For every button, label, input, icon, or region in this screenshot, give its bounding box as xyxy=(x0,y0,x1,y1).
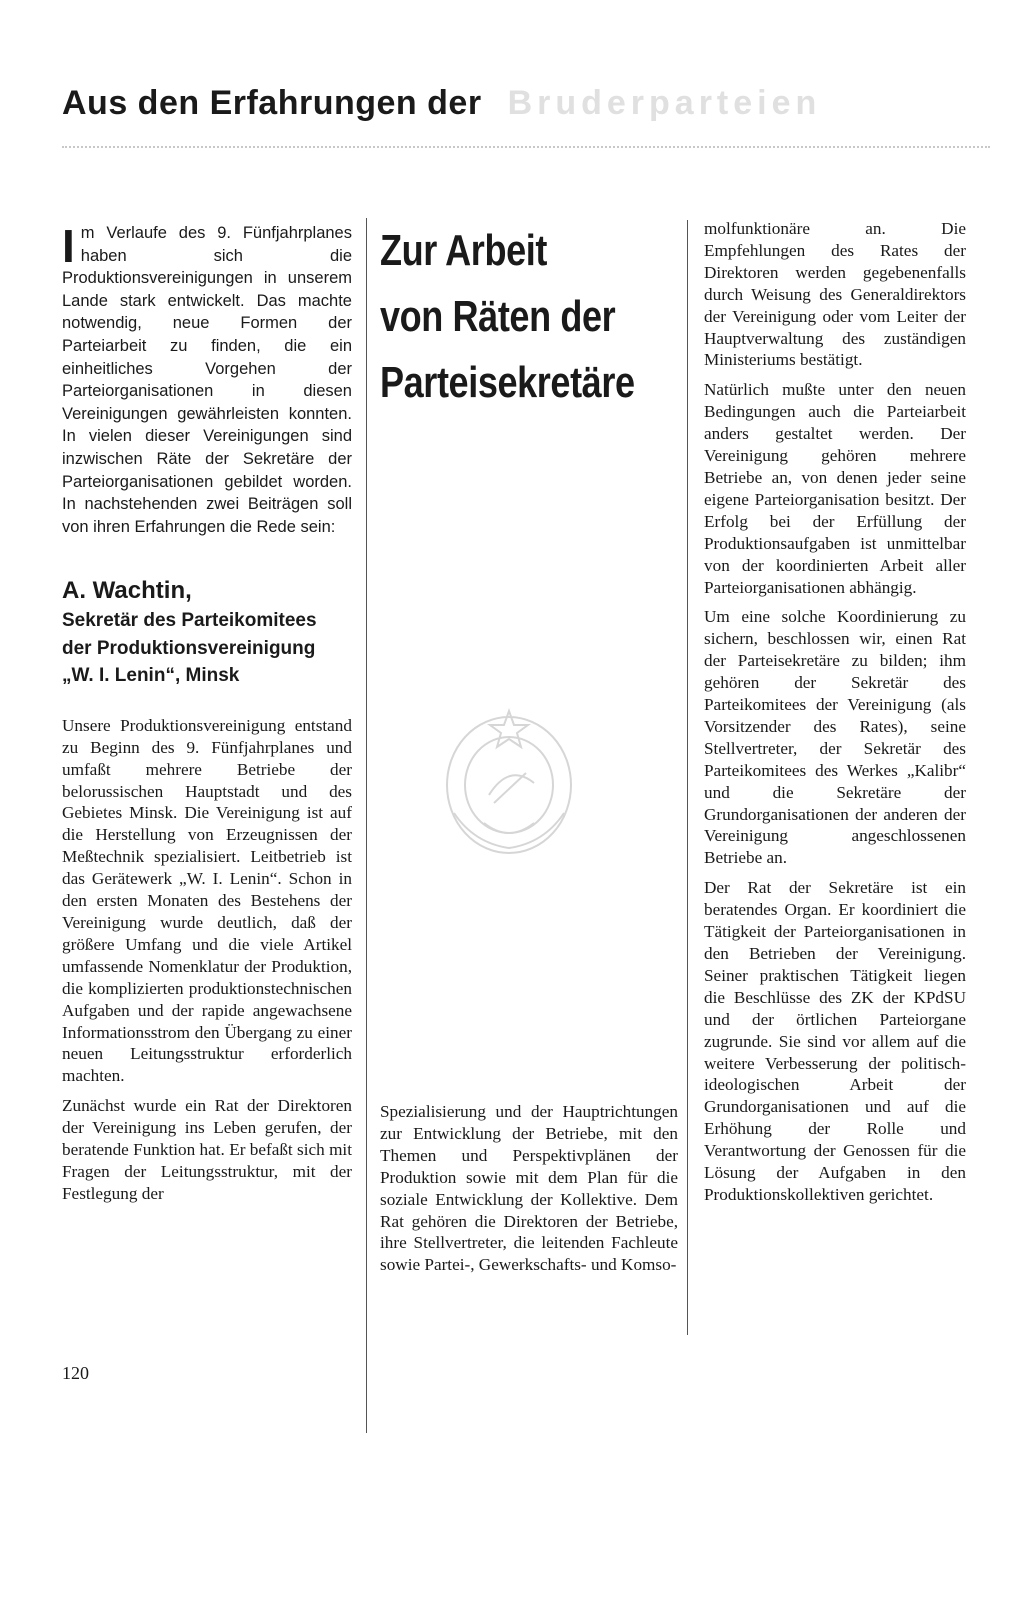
article-paragraph: Um eine solche Koordinierung zu sichern, beschlossen wir, einen Rat der Parteisekretäre zu bilden; ihm gehören der Sekretär des Parteikomitees der Vereinigung (als Vorsitzender des Rates), seine Stellvertreter, der Sekretär des Parteikomitees des Werkes „Kalibr“ und die Sekretäre der Grundorganisationen der anderen der Vereinigung angeschlossenen Betriebe an. xyxy=(704,607,966,868)
article-title-line: von Räten der xyxy=(380,292,616,341)
intro-text: m Verlaufe des 9. Fünfjahrplanes haben sich die Produktionsvereinigungen in unserem Lande stark entwickelt. Das machte notwendig, neue Formen der Parteiarbeit zu finden, die ein einheitliches Vorgehen der Parteiorganisationen in diesen Vereinigungen gewährleisten konnten. In vielen dieser Vereinigungen sind inzwischen Räte der Sekretäre der Parteiorganisationen gebildet worden. In nachstehenden zwei Beiträgen soll von ihren Erfahrungen die Rede sein: xyxy=(62,224,352,536)
author-role: der Produktionsvereinigung xyxy=(62,637,316,659)
section-header xyxy=(62,84,992,134)
article-paragraph: Natürlich mußte unter den neuen Bedingungen auch die Parteiarbeit anders gestaltet werden. Der Vereinigung gehören mehrere Betriebe an, von denen jeder seine eigene Parteiorganisation besitzt. Der Erfolg bei der Erfüllung der Produktionsaufgaben ist unmittelbar von der koordinierten Arbeit aller Parteiorganisationen abhängig. xyxy=(704,380,966,597)
right-column xyxy=(704,218,966,1214)
emblem-ribbon-shape xyxy=(454,813,564,848)
article-title xyxy=(380,218,675,416)
header-divider xyxy=(62,146,990,148)
article-title-line: Zur Arbeit xyxy=(380,226,547,275)
author-name: A. Wachtin, xyxy=(62,577,192,605)
article-paragraph: Unsere Produktionsvereinigung entstand zu Beginn des 9. Fünfjahrplanes und umfaßt mehrere Betriebe der belorussischen Hauptstadt und des Gebietes Minsk. Die Vereinigung ist auf die Herstellung von Erzeugnissen der Meßtechnik spezialisiert. Leitbetrieb ist das Gerätewerk „W. I. Lenin“. Schon in den ersten Monaten des Bestehens der Vereinigung wurde deutlich, daß der größere Umfang und die viele Artikel umfassende Nomenklatur der Produktion, die komplizierten produktionstechnischen Aufgaben und der rapide angewachsene Informationsstrom den Übergang zu einer neuen Leitungsstruktur erforderlich machten. xyxy=(62,715,352,1086)
article-title-line: Parteisekretäre xyxy=(380,358,635,407)
article-paragraph: Spezialisierung und der Hauptrichtungen zur Entwicklung der Betriebe, mit den Themen und Perspektivplänen der Produktion sowie mit dem Plan für die soziale Entwicklung der Kollektive. Dem Rat gehören die Direktoren der Betriebe, ihre Stellvertreter, die leitenden Fachleute sowie Partei-, Gewerkschafts- und Komso- xyxy=(380,1102,678,1275)
emblem-hammer-sickle-shape xyxy=(484,773,534,833)
author-role: Sekretär des Parteikomitees xyxy=(62,610,317,632)
column-divider xyxy=(687,220,688,1335)
section-title-faded: Bruderparteien xyxy=(507,84,822,122)
article-body-middle xyxy=(380,1101,678,1284)
state-emblem-watermark xyxy=(434,703,584,863)
section-title: Aus den Erfahrungen der xyxy=(62,84,482,122)
intro-paragraph xyxy=(62,222,352,538)
middle-column xyxy=(380,218,678,1618)
page-number: 120 xyxy=(62,1363,89,1383)
author-role: „W. I. Lenin“, Minsk xyxy=(62,665,240,687)
article-paragraph: Zunächst wurde ein Rat der Direktoren der Vereinigung ins Leben gerufen, der beratende Funktion hat. Er befaßt sich mit Fragen der Leitungsstruktur, mit der Festlegung der xyxy=(62,1096,352,1203)
column-divider xyxy=(366,218,367,1433)
article-body-left xyxy=(62,715,352,1205)
drop-cap: I xyxy=(62,220,75,272)
emblem-inner-ring xyxy=(465,737,553,833)
article-paragraph: Der Rat der Sekretäre ist ein beratendes Organ. Er koordiniert die Tätigkeit der Parteiorganisationen in den Betrieben der Vereinigung. Seiner praktischen Tätigkeit liegen die Beschlüsse des ZK der KPdSU und der örtlichen Parteiorgane zugrunde. Sie sind vor allem auf die weitere Verbesserung der politisch-ideologischen Arbeit der Grundorganisationen und auf die Erhöhung der Rolle und Verantwortung der Genossen für die Lösung der Aufgaben in den Produktionskollektiven gerichtet. xyxy=(704,878,966,1204)
article-paragraph: molfunktionäre an. Die Empfehlungen des Rates der Direktoren werden gegebenenfalls durch Weisung des Generaldirektors der Vereinigung oder vom Leiter der Hauptverwaltung des zuständigen Ministeriums bestätigt. xyxy=(704,219,966,370)
author-block xyxy=(62,576,352,689)
left-column xyxy=(62,222,352,1213)
